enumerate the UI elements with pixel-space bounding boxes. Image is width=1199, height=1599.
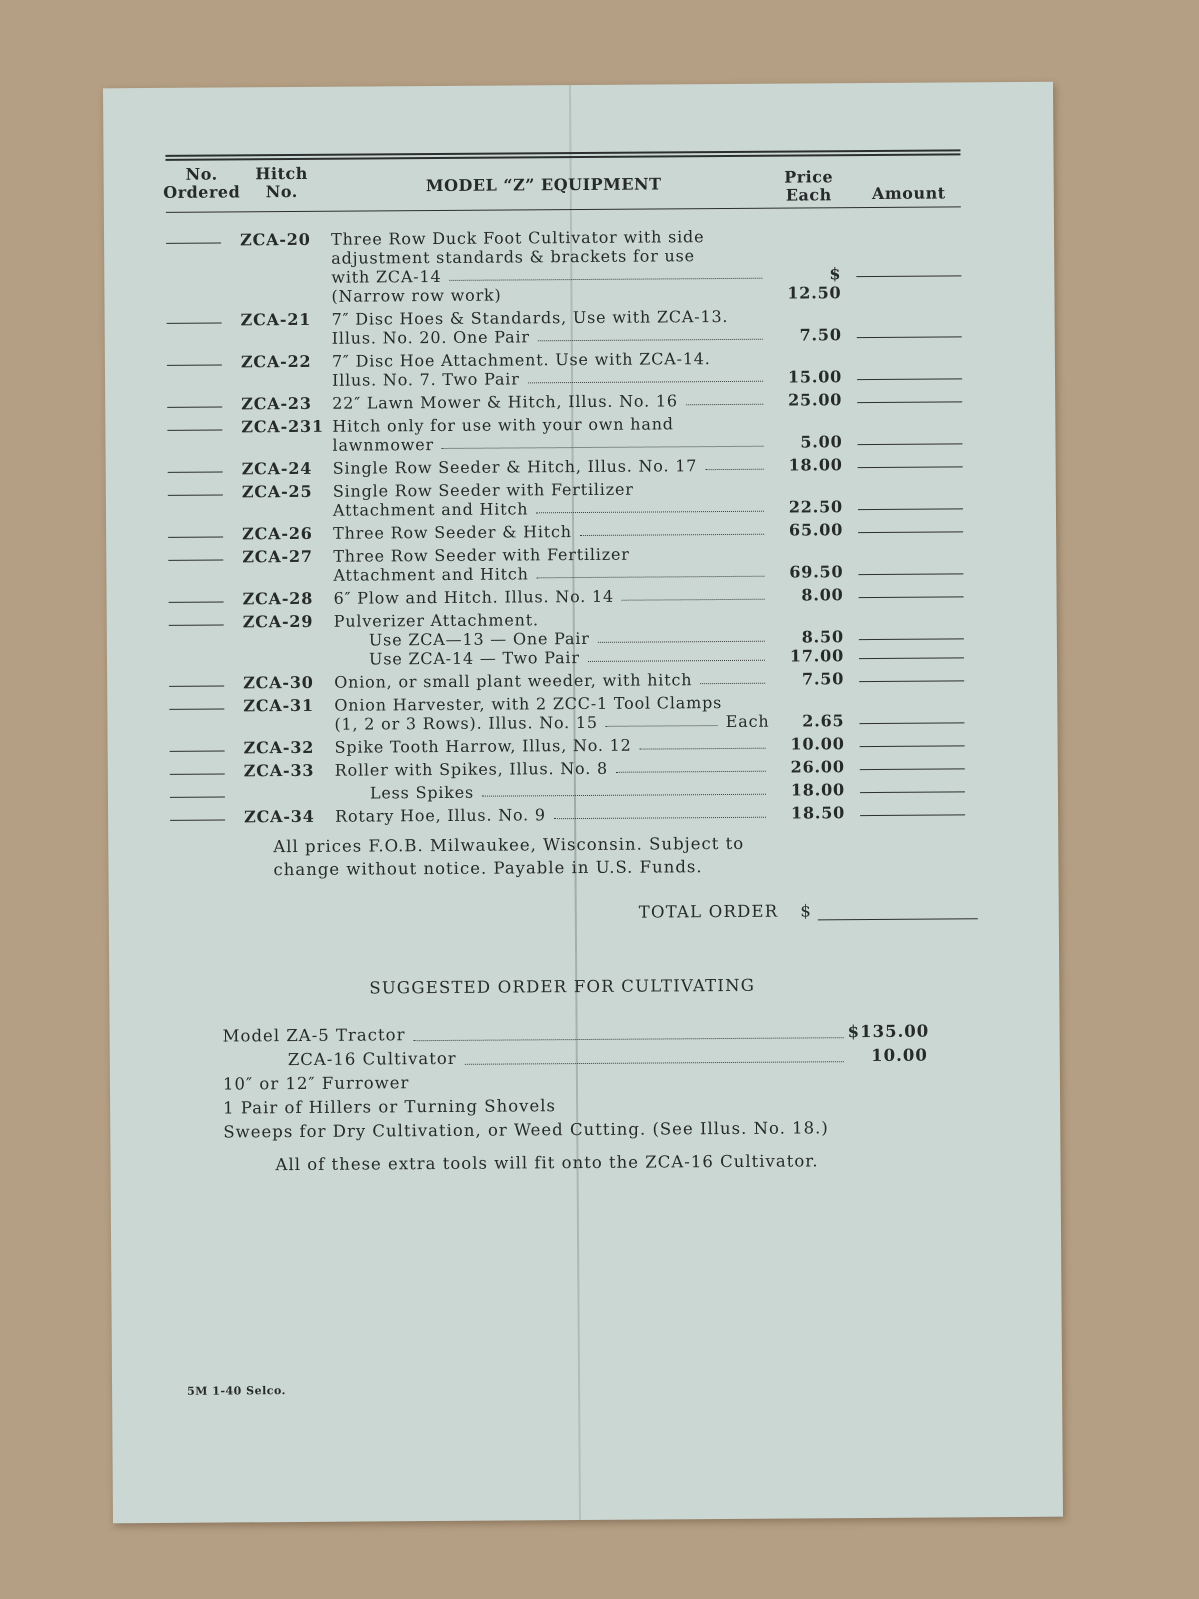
item-description-text: Use ZCA—13 — One Pair [368,628,590,650]
amount-field[interactable] [860,745,965,747]
suggested-item-price: 10.00 [871,1045,928,1065]
amount-field[interactable] [860,791,965,793]
item-description [334,586,769,608]
item-price: 7.50 [801,669,845,689]
item-description [332,433,767,455]
price-note-line-2: change without notice. Payable in U.S. Funds. [273,857,703,880]
dot-leader [606,712,718,727]
no-ordered-field[interactable] [170,796,225,797]
price-note-line-1: All prices F.O.B. Milwaukee, Wisconsin. Subject to [273,833,745,857]
item-description [333,498,768,520]
amount-field[interactable] [859,638,964,640]
item-description [332,326,767,348]
item-row [170,733,965,758]
dot-leader [700,670,765,684]
hitch-number: ZCA-30 [243,672,314,693]
item-price: $ 12.50 [787,264,842,303]
item-description: Hitch only for use with your own hand [332,414,674,436]
dot-leader [588,647,765,662]
item-row [168,519,963,544]
dot-leader [482,781,766,797]
item-row [170,779,965,804]
item-description: 7″ Disc Hoes & Standards, Use with ZCA-13. [331,306,729,329]
hitch-number: ZCA-29 [242,611,314,632]
no-ordered-field[interactable] [168,537,223,538]
hitch-number: ZCA-33 [243,760,315,781]
item-description-text: 6″ Plow and Hitch. Illus. No. 14 [333,586,615,608]
suggested-item-description [288,1045,848,1071]
item-price: 8.50 [801,627,844,647]
dot-leader [598,628,765,643]
order-form-sheet [103,82,1063,1524]
hitch-number: ZCA-26 [242,523,313,544]
no-ordered-field[interactable] [170,774,225,775]
dot-leader [705,456,764,470]
item-description-text: Rotary Hoe, Illus. No. 9 [335,805,546,826]
dot-leader [536,498,764,514]
item-description-text: Roller with Spikes, Illus. No. 8 [334,758,609,780]
item-price: 5.00 [800,432,843,452]
hitch-number: ZCA-25 [241,481,313,502]
no-ordered-field[interactable] [170,751,225,752]
hitch-number: ZCA-231 [241,416,324,437]
amount-field[interactable] [859,722,964,724]
amount-field[interactable] [859,596,964,598]
item-description: (Narrow row work) [331,285,502,306]
item-price: 17.00 [789,646,845,666]
header-price-each: Price Each [784,167,834,205]
suggested-item-text: ZCA-16 Cultivator [287,1048,457,1070]
dot-leader [413,1021,843,1041]
item-description [333,521,768,543]
suggested-order-title: SUGGESTED ORDER FOR CULTIVATING [369,975,756,998]
dot-leader [449,265,762,281]
suggested-item: 1 Pair of Hillers or Turning Shovels [223,1096,557,1118]
no-ordered-field[interactable] [169,686,224,687]
item-description: Three Row Duck Foot Cultivator with side [330,227,705,249]
dot-leader [442,433,764,449]
no-ordered-field[interactable] [167,323,222,324]
hitch-number: ZCA-21 [240,309,312,330]
item-price: 25.00 [788,390,843,410]
item-description [332,368,767,390]
no-ordered-field[interactable] [170,819,225,820]
item-description-text: lawnmower [332,435,435,455]
header-bottom-rule [166,206,961,213]
item-row [169,668,964,693]
item-description [333,563,768,585]
dot-leader [537,563,765,579]
dot-leader [580,521,764,536]
item-description [335,804,770,826]
amount-field[interactable] [857,401,962,403]
amount-field[interactable] [858,531,963,533]
amount-field[interactable] [860,768,965,770]
dot-leader [465,1045,844,1065]
item-description-text: Onion, or small plant weeder, with hitch [334,670,693,692]
no-ordered-field[interactable] [168,472,223,473]
item-description [335,758,770,780]
suggested-item-price: $135.00 [847,1021,930,1042]
amount-field[interactable] [858,573,963,575]
amount-field[interactable] [857,378,962,380]
item-description: Single Row Seeder with Fertilizer [332,479,634,501]
item-description-text: Illus. No. 20. One Pair [331,327,530,348]
item-row [170,802,965,827]
item-description [333,456,768,478]
no-ordered-field[interactable] [168,495,223,496]
header-no-ordered: No. Ordered [163,164,241,202]
item-description-text: Less Spikes [369,782,475,803]
item-price: 26.00 [790,757,845,777]
dot-leader [538,326,763,342]
item-description: 7″ Disc Hoe Attachment. Use with ZCA-14. [331,349,711,371]
amount-field[interactable] [860,814,965,816]
hitch-number: ZCA-28 [242,588,314,609]
item-description-text: Illus. No. 7. Two Pair [331,369,520,390]
item-description-text: Attachment and Hitch [333,564,529,585]
hitch-number: ZCA-34 [244,806,315,827]
header-title: MODEL “Z” EQUIPMENT [425,174,662,196]
item-description [369,647,769,669]
item-description [334,670,769,692]
item-row [170,756,965,781]
no-ordered-field[interactable] [168,560,223,561]
item-description [332,391,767,413]
hitch-number: ZCA-31 [243,695,314,716]
no-ordered-field[interactable] [169,625,224,626]
item-price: 65.00 [788,520,844,540]
item-price: 2.65 [802,711,845,731]
item-description [370,781,770,803]
item-description [335,735,770,757]
suggested-item: Sweeps for Dry Cultivation, or Weed Cutting. (See Illus. No. 18.) [223,1118,829,1142]
hitch-number: ZCA-24 [241,458,313,479]
no-ordered-field[interactable] [166,243,221,244]
total-order-currency: $ [800,901,813,921]
suggested-item [223,1045,928,1072]
item-description-text: (1, 2 or 3 Rows). Illus. No. 15 [334,712,598,734]
suggested-closing-note: All of these extra tools will fit onto the ZCA-16 Cultivator. [275,1151,819,1175]
item-description [334,712,769,734]
hitch-number: ZCA-20 [239,229,311,250]
item-description: adjustment standards & brackets for use [331,246,695,268]
hitch-number: ZCA-22 [240,351,312,372]
header-amount: Amount [871,183,946,203]
item-price: 10.00 [790,734,845,754]
no-ordered-field[interactable] [167,365,222,366]
item-price: 7.50 [799,325,842,345]
hitch-number: ZCA-32 [243,737,315,758]
item-price: 69.50 [789,562,844,582]
item-unit: Each [725,711,770,732]
item-description-text: Single Row Seeder & Hitch, Illus. No. 17 [332,456,698,478]
amount-field[interactable] [859,680,964,682]
item-description: Onion Harvester, with 2 ZCC-1 Tool Clamps [334,693,723,715]
no-ordered-field[interactable] [169,709,224,710]
item-price: 8.00 [801,585,844,605]
item-description-text: Spike Tooth Harrow, Illus, No. 12 [334,735,632,757]
amount-field[interactable] [856,275,961,277]
total-order [639,900,978,921]
amount-field[interactable] [858,443,963,445]
no-ordered-field[interactable] [167,407,222,408]
hitch-number: ZCA-27 [242,546,313,567]
dot-leader [554,804,766,819]
header-hitch-no: Hitch No. [255,163,308,202]
item-description: Three Row Seeder with Fertilizer [333,544,630,566]
dot-leader [528,368,763,384]
amount-field[interactable] [858,466,963,468]
item-row [168,454,963,479]
dot-leader [622,586,765,601]
hitch-number: ZCA-23 [241,393,312,414]
dot-leader [640,735,766,750]
item-price: 22.50 [788,497,844,517]
item-description-text: with ZCA-14 [331,266,442,287]
suggested-item-text: Model ZA-5 Tractor [222,1025,406,1046]
total-order-label: TOTAL ORDER [638,901,779,922]
item-description: Pulverizer Attachment. [333,610,539,631]
amount-field[interactable] [857,336,962,338]
suggested-item [223,1021,928,1048]
item-description-text: 22″ Lawn Mower & Hitch, Illus. No. 16 [332,391,678,413]
suggested-item: 10″ or 12″ Furrower [222,1073,410,1094]
amount-field[interactable] [859,657,964,659]
item-description-text: Three Row Seeder & Hitch [333,522,572,543]
printer-code: 5M 1-40 Selco. [187,1384,286,1398]
item-price: 15.00 [787,367,843,387]
item-price: 18.00 [788,455,843,475]
item-description-text: Attachment and Hitch [332,499,529,520]
item-description-text: Use ZCA-14 — Two Pair [368,648,580,669]
no-ordered-field[interactable] [167,430,222,431]
dot-leader [686,391,764,406]
no-ordered-field[interactable] [169,602,224,603]
item-price: 18.50 [790,803,846,823]
amount-field[interactable] [858,508,963,510]
item-price: 18.00 [790,780,845,800]
total-order-field[interactable] [818,902,978,920]
suggested-item-description [223,1021,848,1047]
item-row [169,584,964,609]
dot-leader [616,758,766,773]
item-row [167,389,962,414]
